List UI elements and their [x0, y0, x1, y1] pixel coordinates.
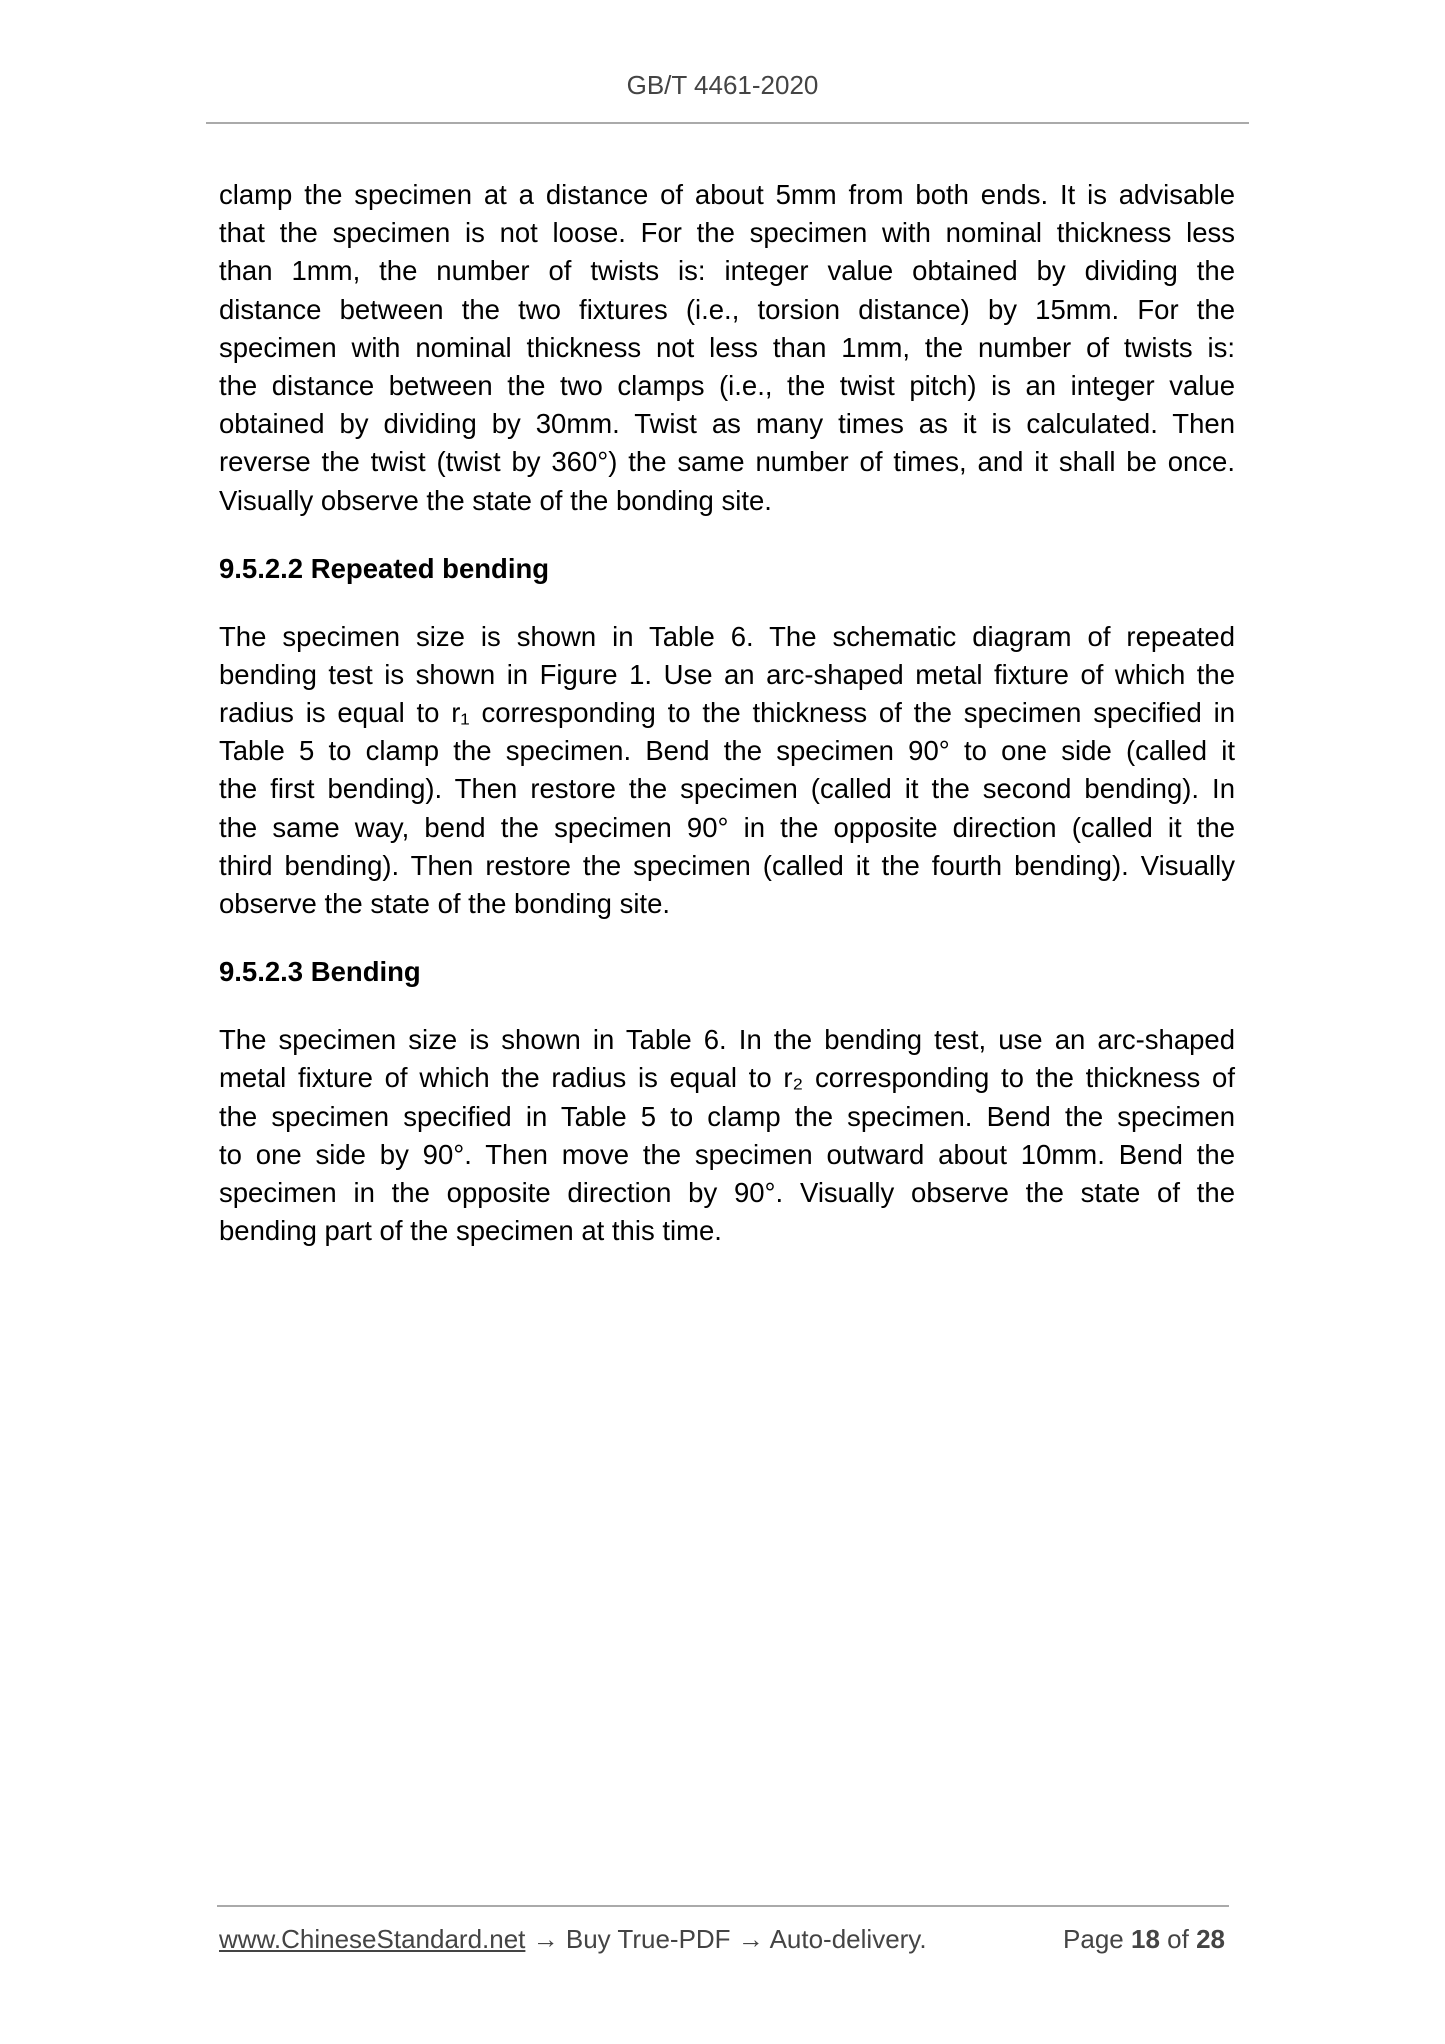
- website-link[interactable]: www.ChineseStandard.net: [219, 1924, 526, 1954]
- text-line: specimen in the opposite direction by 90°. Visually observe the state of the: [219, 1176, 1235, 1208]
- document-header: GB/T 4461-2020: [626, 70, 819, 100]
- paragraph: [219, 176, 1235, 520]
- footer-divider: [217, 1905, 1229, 1907]
- text-line: the distance between the two clamps (i.e., the twist pitch) is an integer value: [219, 369, 1235, 401]
- text-line: metal fixture of which the radius is equal to r₂ corresponding to the thickness of: [219, 1062, 1235, 1094]
- text-line: that the specimen is not loose. For the specimen with nominal thickness less: [219, 217, 1235, 249]
- text-line: bending part of the specimen at this time.: [219, 1215, 722, 1247]
- section-heading: 9.5.2.3 Bending: [219, 956, 421, 988]
- page-indicator: [1063, 1924, 1225, 1955]
- footer-tagline: → Buy True-PDF → Auto-delivery.: [525, 1924, 927, 1954]
- text-line: observe the state of the bonding site.: [219, 888, 670, 919]
- document-body: [219, 176, 1235, 1280]
- paragraph: [219, 618, 1235, 924]
- text-line: The specimen size is shown in Table 6. The schematic diagram of repeated: [219, 620, 1235, 652]
- page-label: Page: [1063, 1924, 1124, 1954]
- text-line: distance between the two fixtures (i.e., torsion distance) by 15mm. For the: [219, 293, 1235, 325]
- text-line: specimen with nominal thickness not less than 1mm, the number of twists is:: [219, 331, 1235, 363]
- text-line: reverse the twist (twist by 360°) the same number of times, and it shall be once.: [219, 446, 1235, 478]
- footer: [219, 1924, 1225, 1955]
- text-line: than 1mm, the number of twists is: integer value obtained by dividing the: [219, 255, 1235, 287]
- text-line: Visually observe the state of the bonding site.: [219, 484, 772, 516]
- header-divider: [206, 122, 1249, 124]
- text-line: to one side by 90°. Then move the specimen outward about 10mm. Bend the: [219, 1138, 1235, 1170]
- text-line: bending test is shown in Figure 1. Use an arc-shaped metal fixture of which the: [219, 658, 1235, 690]
- text-line: the same way, bend the specimen 90° in the opposite direction (called it the: [219, 811, 1235, 843]
- text-line: The specimen size is shown in Table 6. In the bending test, use an arc-shaped: [219, 1024, 1235, 1056]
- section-heading: 9.5.2.2 Repeated bending: [219, 552, 550, 584]
- text-line: Table 5 to clamp the specimen. Bend the specimen 90° to one side (called it: [219, 735, 1235, 767]
- text-line: the specimen specified in Table 5 to clamp the specimen. Bend the specimen: [219, 1100, 1235, 1132]
- text-line: obtained by dividing by 30mm. Twist as many times as it is calculated. Then: [219, 408, 1235, 440]
- paragraph: [219, 1021, 1235, 1250]
- text-line: radius is equal to r₁ corresponding to the thickness of the specimen specified in: [219, 697, 1235, 729]
- of-label: of: [1167, 1924, 1189, 1954]
- page-total: 28: [1196, 1924, 1225, 1954]
- text-line: third bending). Then restore the specimen (called it the fourth bending). Visually: [219, 849, 1235, 881]
- page-current: 18: [1131, 1924, 1160, 1954]
- text-line: clamp the specimen at a distance of about 5mm from both ends. It is advisable: [219, 179, 1235, 210]
- text-line: the first bending). Then restore the specimen (called it the second bending). In: [219, 773, 1235, 805]
